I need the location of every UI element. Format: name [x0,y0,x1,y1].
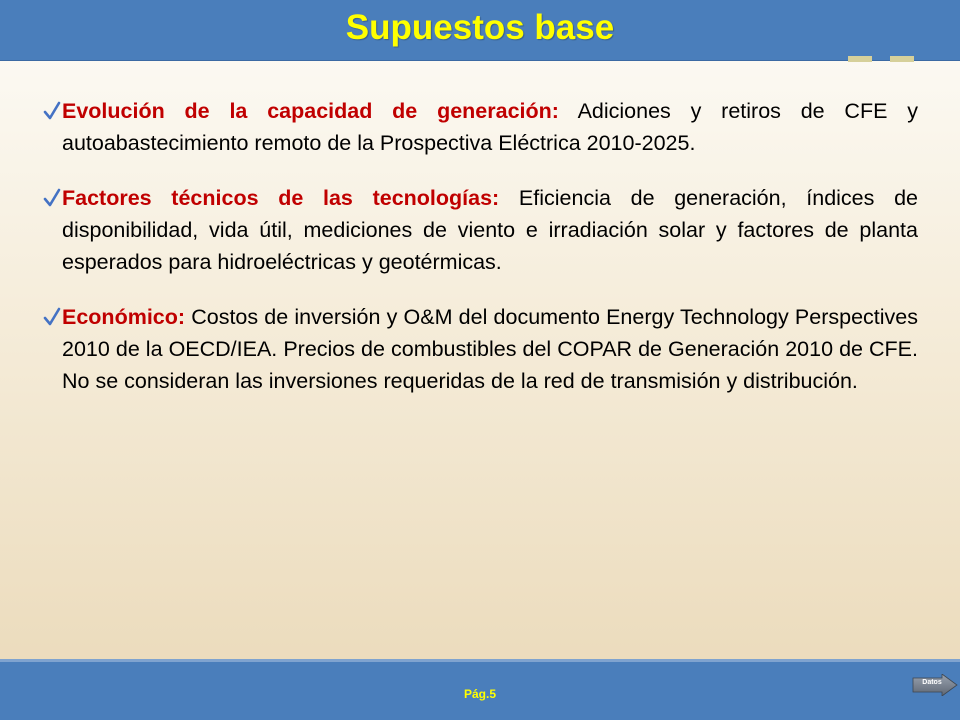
page-title: Supuestos base [345,8,615,47]
header-accent-right [890,56,914,62]
bullet-text: Adiciones y retiros de CFE y autoabastecimiento remoto de la Prospectiva Eléctrica 2010-2025. [62,99,918,155]
bullet-list [40,95,918,420]
bullet-label: Factores técnicos de las tecnologías: [62,186,500,210]
bullet-text: Eficiencia de generación, índices de disponibilidad, vida útil, mediciones de viento e irradiación solar y factores de planta esperados para hidroeléctricas y geotérmicas. [62,186,918,274]
checkmark-icon [43,305,61,329]
page-number: Pág.5 [463,687,496,701]
datos-nav-button[interactable] [912,674,958,696]
bullet-label: Evolución de la capacidad de generación: [62,99,559,123]
checkmark-icon [43,99,61,123]
bullet-item-factores [40,182,918,278]
header-bar [0,0,960,61]
datos-nav-label: Datos [922,679,942,686]
bullet-text: Costos de inversión y O&M del documento Energy Technology Perspectives 2010 de la OECD/IEA. Precios de combustibles del COPAR de Generación 2010 de CFE. No se consideran las inversiones requeridas de la red de transmisión y distribución. [62,305,918,393]
bullet-label: Económico: [62,305,186,329]
bullet-item-economico [40,301,918,397]
bullet-item-capacidad [40,95,918,159]
checkmark-icon [43,186,61,210]
header-accent-left [848,56,872,62]
